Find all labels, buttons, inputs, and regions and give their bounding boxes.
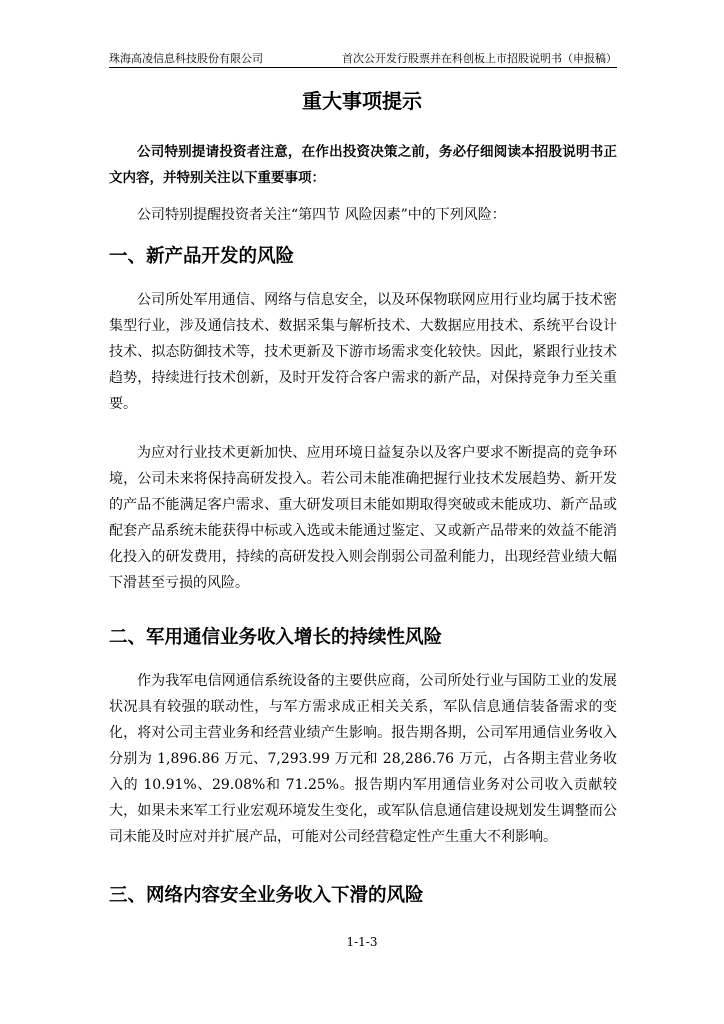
paragraph: 作为我军电信网通信系统设备的主要供应商，公司所处行业与国防工业的发展状况具有较强的联动性，与军方需求成正相关关系，军队信息通信装备需求的变化，将对公司主营业务和经营业绩产生影响。报告期各期，公司军用通信业务收入分别为 1,896.86 万元、7,293.99 万元和 28,286.76 万元，占各期主营业务收入的 10.91%、29.08%和 71.25%。报告期内军用通信业务对公司收入贡献较大，如果未来军工行业宏观环境发生变化，或军队信息通信建设规划发生调整而公司未能及时应对并扩展产品，可能对公司经营稳定性产生重大不利影响。 [109, 673, 617, 845]
page-number: 1-1-3 [346, 935, 378, 949]
section-heading-military-revenue-risk: 二、军用通信业务收入增长的持续性风险 [109, 627, 443, 648]
section-heading-content-security-risk: 三、网络内容安全业务收入下滑的风险 [109, 885, 424, 906]
section-heading-new-product-risk: 一、新产品开发的风险 [109, 246, 295, 267]
page-header [109, 52, 617, 68]
header-document-title: 首次公开发行股票并在科创板上市招股说明书（申报稿） [342, 52, 617, 65]
investor-notice: 公司特别提请投资者注意，在作出投资决策之前，务必仔细阅读本招股说明书正文内容，并特别关注以下重要事项： [109, 144, 617, 186]
header-company-name: 珠海高凌信息科技股份有限公司 [109, 52, 263, 65]
paragraph: 为应对行业技术更新加快、应用环境日益复杂以及客户要求不断提高的竞争环境，公司未来将保持高研发投入。若公司未能准确把握行业技术发展趋势、新开发的产品不能满足客户需求、重大研发项目未能如期取得突破或未能成功、新产品或配套产品系统未能获得中标或入选或未能通过鉴定、又或新产品带来的效益不能消化投入的研发费用，持续的高研发投入则会削弱公司盈利能力，出现经营业绩大幅下滑甚至亏损的风险。 [109, 445, 617, 591]
page-title: 重大事项提示 [302, 89, 422, 113]
paragraph: 公司所处军用通信、网络与信息安全，以及环保物联网应用行业均属于技术密集型行业，涉及通信技术、数据采集与解析技术、大数据应用技术、系统平台设计技术、拟态防御技术等，技术更新及下游市场需求变化较快。因此，紧跟行业技术趋势，持续进行技术创新，及时开发符合客户需求的新产品，对保持竞争力至关重要。 [109, 292, 617, 412]
header-divider [109, 67, 617, 68]
risk-lead-paragraph: 公司特别提醒投资者关注“第四节 风险因素”中的下列风险： [137, 207, 506, 223]
